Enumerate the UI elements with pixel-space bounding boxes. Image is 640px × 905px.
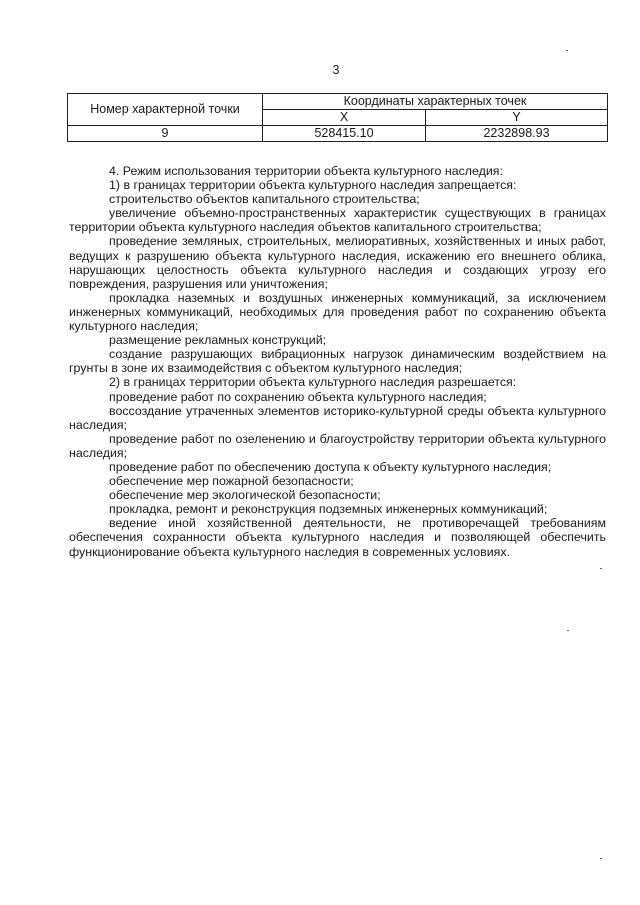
scan-speck [566,50,568,51]
list-item: проведение земляных, строительных, мелиоративных, хозяйственных и иных работ, ведущих к разрушению объекта культурного наследия, искажению его внешнего облика, нарушающих целостность объекта культурного наследия и создающих угрозу его повреждения, разрушения или уничтожения; [69,234,606,291]
header-point-number: Номер характерной точки [68,94,263,126]
subsection-permitted: 2) в границах территории объекта культурного наследия разрешается: [109,375,517,390]
coordinates-table [67,93,608,142]
header-coordinates: Координаты характерных точек [263,94,608,110]
list-item: обеспечение мер пожарной безопасности; [109,474,354,489]
list-item: прокладка, ремонт и реконструкция подземных инженерных коммуникаций; [109,502,548,517]
scan-speck [600,568,602,569]
table-row [68,126,608,142]
subsection-prohibited: 1) в границах территории объекта культурного наследия запрещается: [109,178,517,193]
list-item: размещение рекламных конструкций; [109,333,327,348]
list-item: ведение иной хозяйственной деятельности, не противоречащей требованиям обеспечения сохранности объекта культурного наследия и позволяющей обеспечить функционирование объекта культурного наследия в современных условиях. [69,516,606,559]
list-item: проведение работ по обеспечению доступа к объекту культурного наследия; [109,459,552,474]
table-header-row [68,94,608,110]
section-heading: 4. Режим использования территории объекта культурного наследия: [109,164,503,178]
cell-point: 9 [68,126,263,142]
list-item: воссоздание утраченных элементов историко-культурной среды объекта культурного наследия; [69,403,606,432]
list-item: обеспечение мер экологической безопасности; [109,488,381,503]
scan-speck [567,630,569,631]
list-item: прокладка наземных и воздушных инженерных коммуникаций, за исключением инженерных коммуникаций, необходимых для проведения работ по сохранению объекта культурного наследия; [69,290,606,334]
list-item: создание разрушающих вибрационных нагрузок динамическим воздействием на грунты в зоне их взаимодействия с объектом культурного наследия; [69,347,606,376]
header-y: Y [426,110,608,126]
list-item: увеличение объемно-пространственных характеристик существующих в границах территории объекта культурного наследия объектов капитального строительства; [69,206,606,235]
list-item: проведение работ по сохранению объекта культурного наследия; [109,389,487,404]
scan-speck [600,858,602,859]
cell-y: 2232898.93 [426,126,608,142]
header-x: X [263,110,426,126]
list-item: строительство объектов капитального строительства; [109,192,420,207]
body-text [69,164,606,559]
list-item: проведение работ по озеленению и благоустройству территории объекта культурного наследия; [69,431,606,460]
page-number: 3 [332,63,340,77]
cell-x: 528415.10 [263,126,426,142]
